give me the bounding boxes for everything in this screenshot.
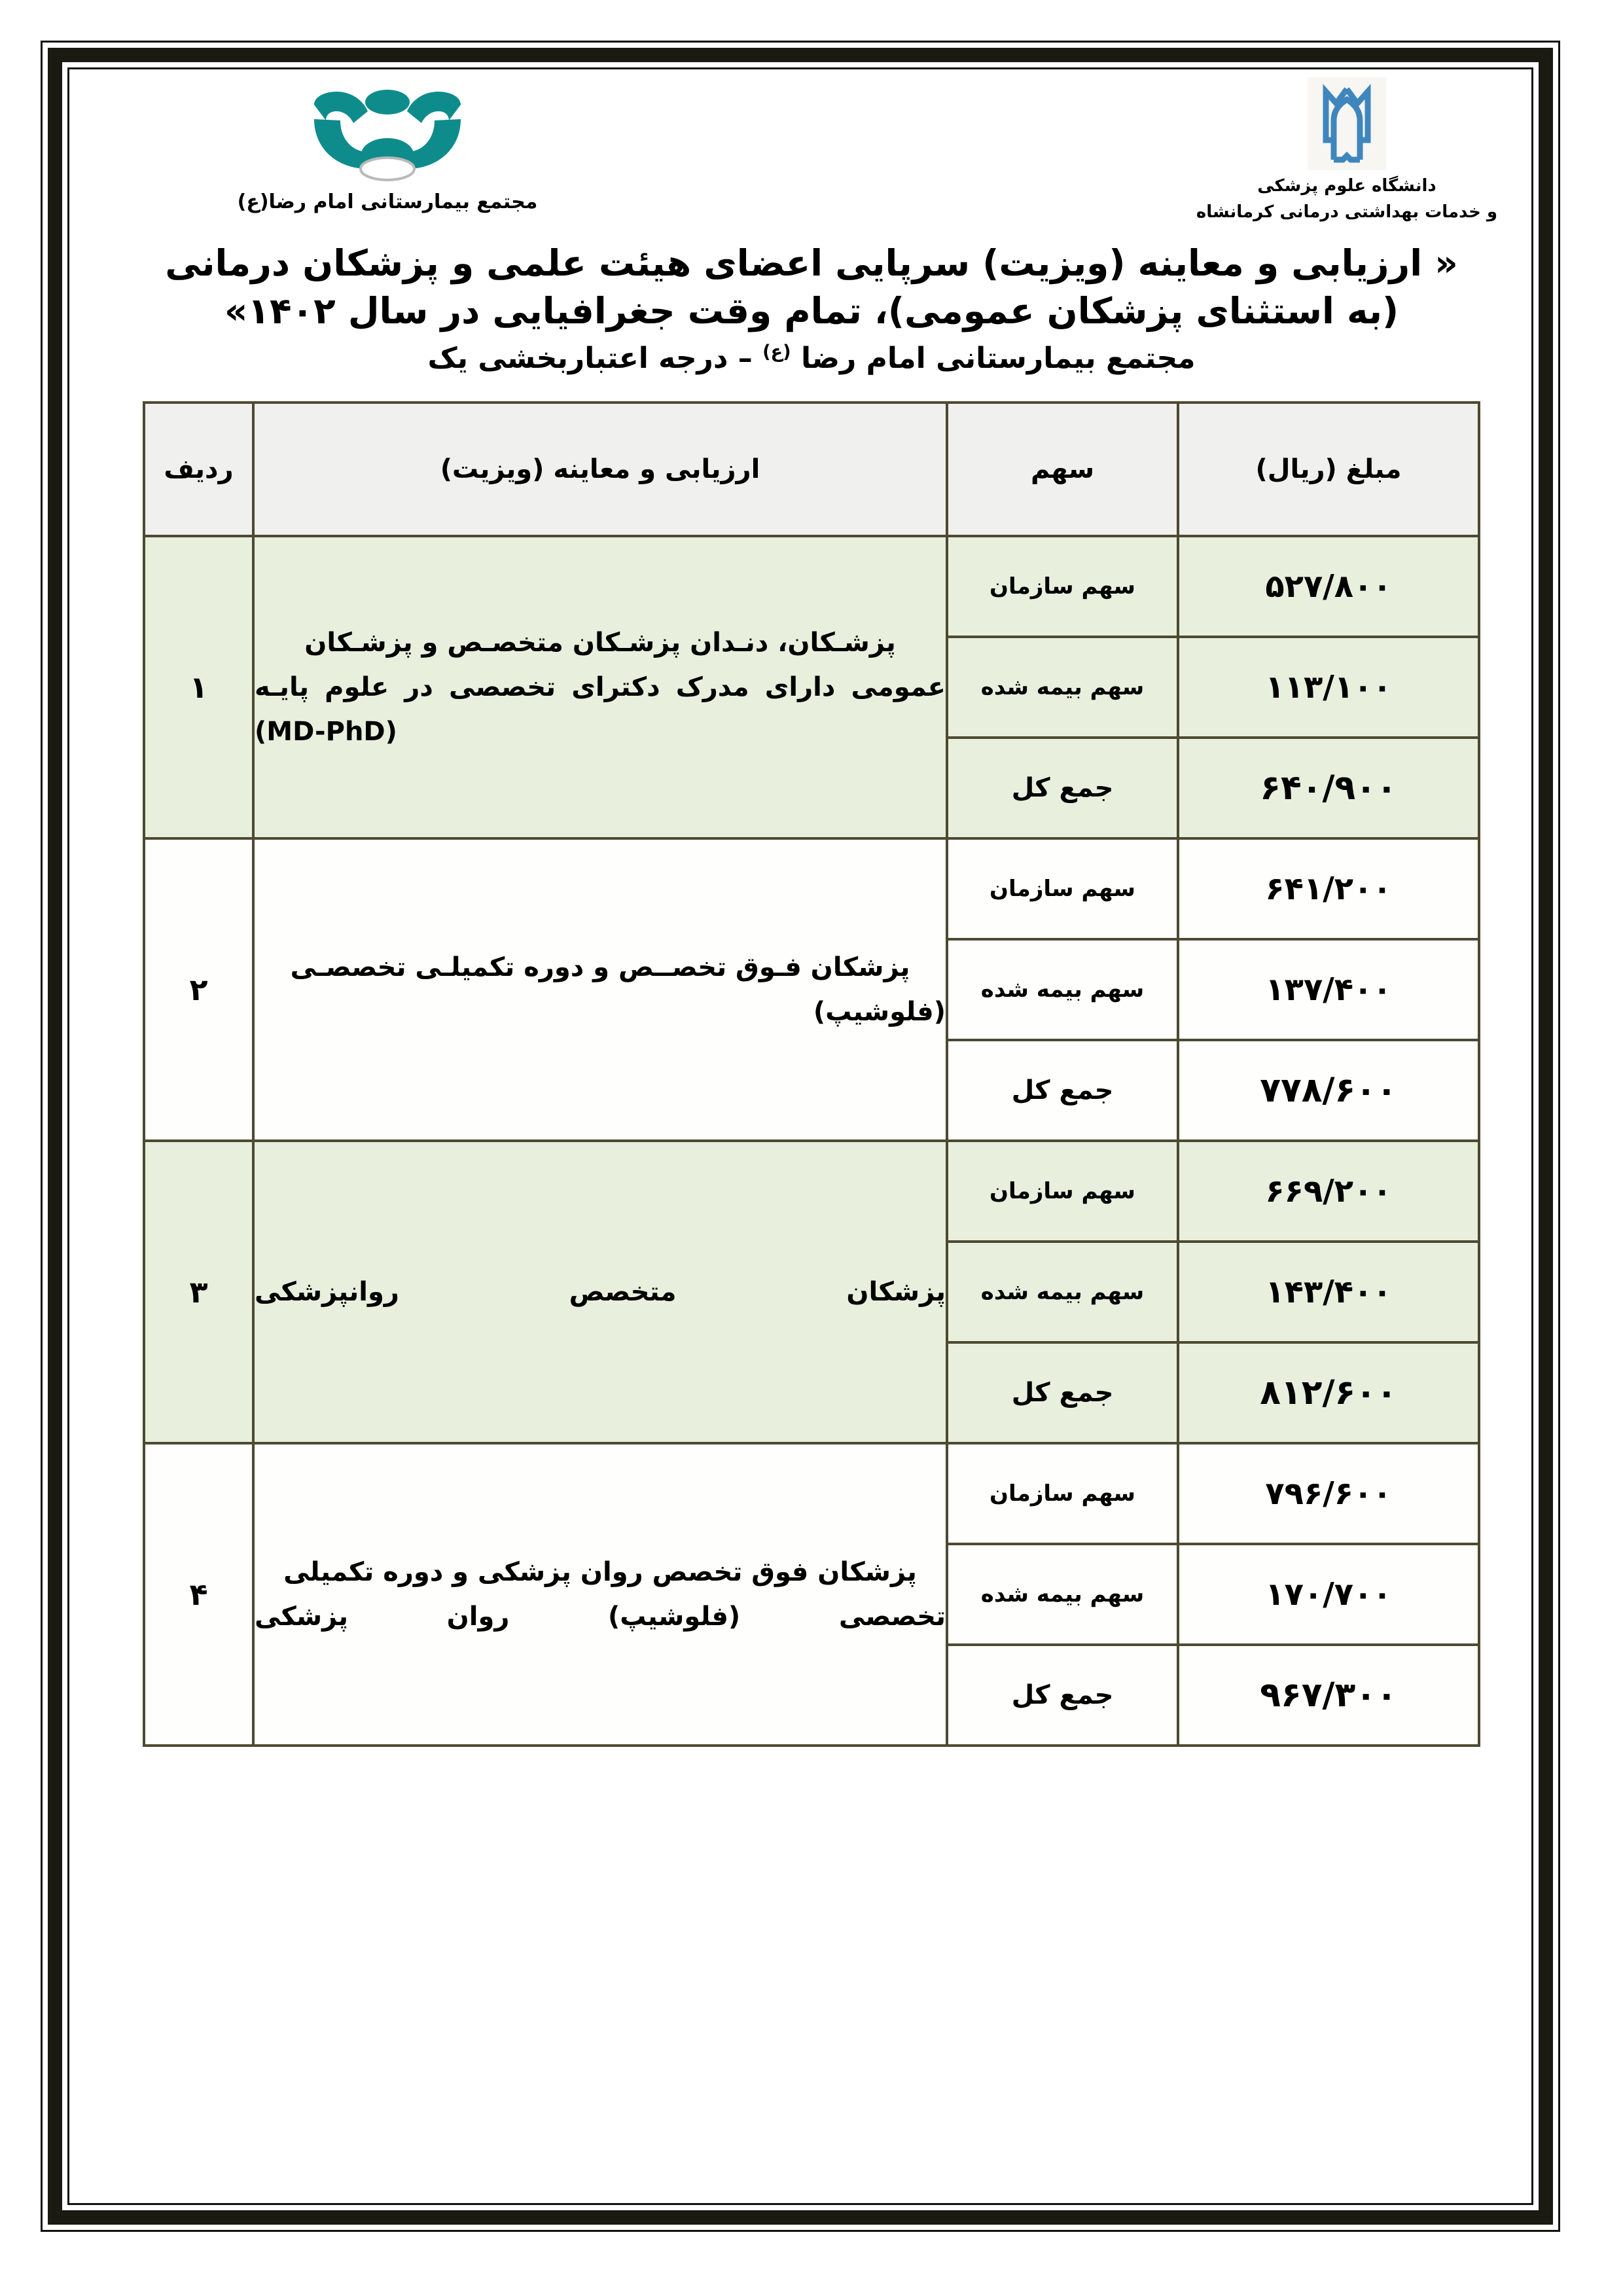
amount-total: ۹۶۷/۳۰۰	[1178, 1645, 1479, 1746]
row-description	[253, 1443, 947, 1746]
description-line-3: (MD-PhD)	[255, 716, 397, 747]
column-header-amount: مبلغ (ریال)	[1178, 403, 1479, 536]
hospital-logo-block	[204, 86, 571, 218]
share-label-insured: سهم بیمه شده	[947, 637, 1178, 738]
document-title-block	[73, 240, 1550, 379]
page-title-line-2: (به استثنای پزشکان عمومی)، تمام وقت جغرافیایی در سال ۱۴۰۲»	[224, 289, 1399, 332]
tariff-table	[143, 401, 1480, 1747]
table-header-row	[144, 403, 1479, 536]
table-row	[144, 838, 1479, 939]
table-row	[144, 536, 1479, 637]
share-label-organization: سهم سازمان	[947, 1443, 1178, 1544]
amount-insured: ۱۳۷/۴۰۰	[1178, 939, 1479, 1040]
amount-organization: ۶۴۱/۲۰۰	[1178, 838, 1479, 939]
row-index: ۱	[144, 536, 253, 838]
column-header-share: سهم	[947, 403, 1178, 536]
amount-organization: ۵۲۷/۸۰۰	[1178, 536, 1479, 637]
amount-organization: ۷۹۶/۶۰۰	[1178, 1443, 1479, 1544]
share-label-organization: سهم سازمان	[947, 536, 1178, 637]
description-line-2: (فلوشیپ)	[813, 996, 946, 1027]
university-name-line2: و خدمات بهداشتی درمانی کرمانشاه	[1196, 202, 1498, 223]
tariff-table-wrapper	[73, 401, 1550, 1747]
kermanshah-university-medical-sciences-logo-icon	[1164, 77, 1530, 170]
row-index: ۳	[144, 1141, 253, 1443]
share-label-insured: سهم بیمه شده	[947, 939, 1178, 1040]
description-line-1: پزشکان فوق تخصص روان پزشکی و دوره تکمیلی	[283, 1556, 917, 1587]
share-label-insured: سهم بیمه شده	[947, 1242, 1178, 1342]
description-line-2: تخصصی (فلوشیپ) روان پزشکی	[255, 1601, 946, 1632]
imam-reza-hospital-logo-icon	[204, 86, 571, 185]
subtitle-suffix: – درجه اعتباربخشی یک	[427, 342, 763, 376]
description-line-1: پزشکان فـوق تخصــص و دوره تکمیلـی تخصصـی	[290, 952, 910, 982]
column-header-description: ارزیابی و معاینه (ویزیت)	[253, 403, 947, 536]
university-name-line1: دانشگاه علوم پزشکی	[1257, 176, 1436, 196]
share-label-organization: سهم سازمان	[947, 1141, 1178, 1242]
share-label-insured: سهم بیمه شده	[947, 1544, 1178, 1645]
row-description	[253, 536, 947, 838]
page-title-line-1: « ارزیابی و معاینه (ویزیت) سرپایی اعضای هیئت علمی و پزشکان درمانی	[165, 242, 1458, 284]
share-label-total: جمع کل	[947, 1342, 1178, 1443]
page-subtitle	[73, 338, 1550, 379]
description-line-1: پزشکان متخصص روانپزشکی	[255, 1276, 946, 1307]
row-description	[253, 838, 947, 1141]
subtitle-honorific: (ع)	[762, 342, 791, 363]
description-line-1: پزشـکان، دنـدان پزشـکان متخصـص و پزشـکان	[304, 627, 896, 658]
document-content	[73, 73, 1550, 2223]
amount-total: ۶۴۰/۹۰۰	[1178, 738, 1479, 838]
table-row	[144, 1141, 1479, 1242]
row-description	[253, 1141, 947, 1443]
university-logo-caption	[1164, 173, 1530, 226]
hospital-logo-caption: مجتمع بیمارستانی امام رضا(ع)	[237, 190, 538, 213]
university-logo-block	[1164, 77, 1530, 226]
share-label-total: جمع کل	[947, 738, 1178, 838]
column-header-index: ردیف	[144, 403, 253, 536]
share-label-total: جمع کل	[947, 1040, 1178, 1141]
description-line-2: عمومی دارای مدرک دکترای تخصصی در علوم پایـه	[255, 672, 946, 702]
amount-organization: ۶۶۹/۲۰۰	[1178, 1141, 1479, 1242]
table-row	[144, 1443, 1479, 1544]
share-label-total: جمع کل	[947, 1645, 1178, 1746]
amount-insured: ۱۴۳/۴۰۰	[1178, 1242, 1479, 1342]
subtitle-prefix: مجتمع بیمارستانی امام رضا	[791, 342, 1196, 376]
amount-insured: ۱۷۰/۷۰۰	[1178, 1544, 1479, 1645]
amount-total: ۷۷۸/۶۰۰	[1178, 1040, 1479, 1141]
share-label-organization: سهم سازمان	[947, 838, 1178, 939]
amount-total: ۸۱۲/۶۰۰	[1178, 1342, 1479, 1443]
amount-insured: ۱۱۳/۱۰۰	[1178, 637, 1479, 738]
document-header	[73, 73, 1550, 237]
row-index: ۲	[144, 838, 253, 1141]
row-index: ۴	[144, 1443, 253, 1746]
